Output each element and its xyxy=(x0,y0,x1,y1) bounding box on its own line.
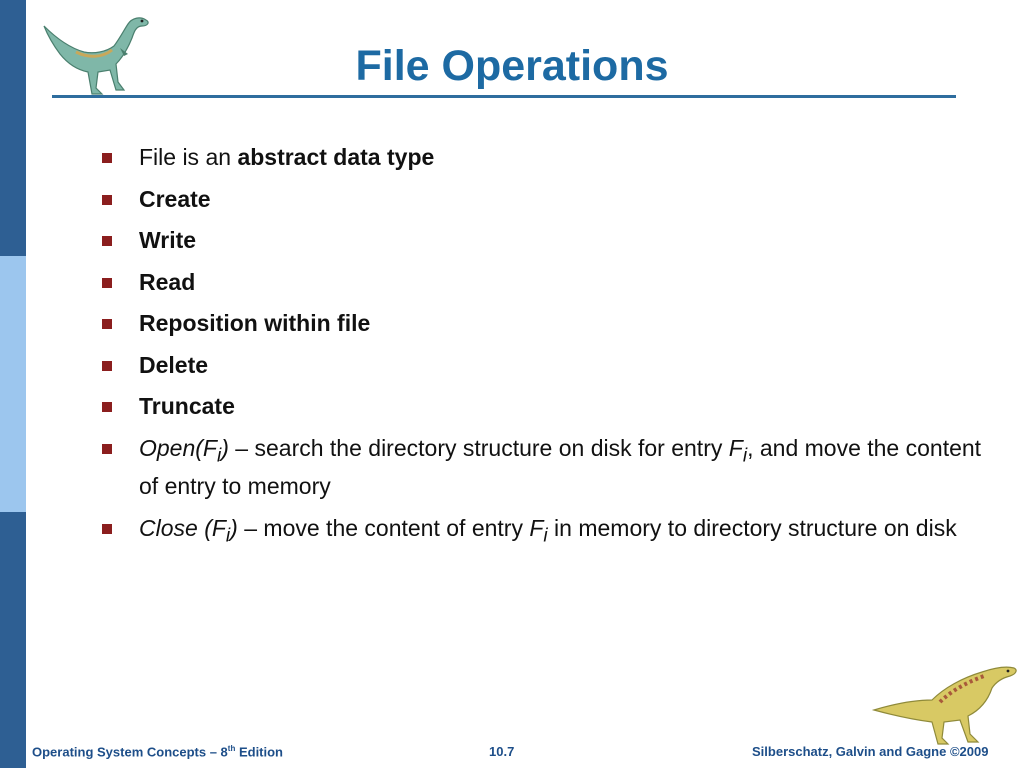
bullet-icon xyxy=(102,236,112,246)
bullet-list xyxy=(100,142,1000,562)
list-item: Delete xyxy=(100,350,1000,381)
bullet-icon xyxy=(102,153,112,163)
bullet-icon xyxy=(102,361,112,371)
list-item: Create xyxy=(100,184,1000,215)
list-item: Reposition within file xyxy=(100,308,1000,339)
footer-left: Operating System Concepts – 8th Edition xyxy=(32,744,284,760)
list-item: File is an abstract data type xyxy=(100,142,1000,173)
title-underline xyxy=(52,95,956,98)
list-item-close: Close $(F_i)$ – move the content of entry $F_i$ in memory to directory structure on disk xyxy=(100,513,1000,552)
list-item: Read xyxy=(100,267,1000,298)
bullet-icon xyxy=(102,195,112,205)
slide-number: 10.7 xyxy=(489,744,515,759)
bullet-icon xyxy=(102,444,112,454)
bullet-icon xyxy=(102,402,112,412)
footer-right: Silberschatz, Galvin and Gagne ©2009 xyxy=(752,744,989,759)
list-item-open: $Open(F_i)$ – search the directory structure on disk for entry $F_i$, and move the content of entry to memory xyxy=(100,433,1000,503)
list-item: Truncate xyxy=(100,391,1000,422)
bullet-icon xyxy=(102,278,112,288)
slide-title: File Operations xyxy=(355,42,669,90)
list-item: Write xyxy=(100,225,1000,256)
sidebar-highlight xyxy=(0,256,26,512)
bullet-icon xyxy=(102,319,112,329)
bullet-icon xyxy=(102,524,112,534)
dinosaur-icon xyxy=(870,660,1020,748)
